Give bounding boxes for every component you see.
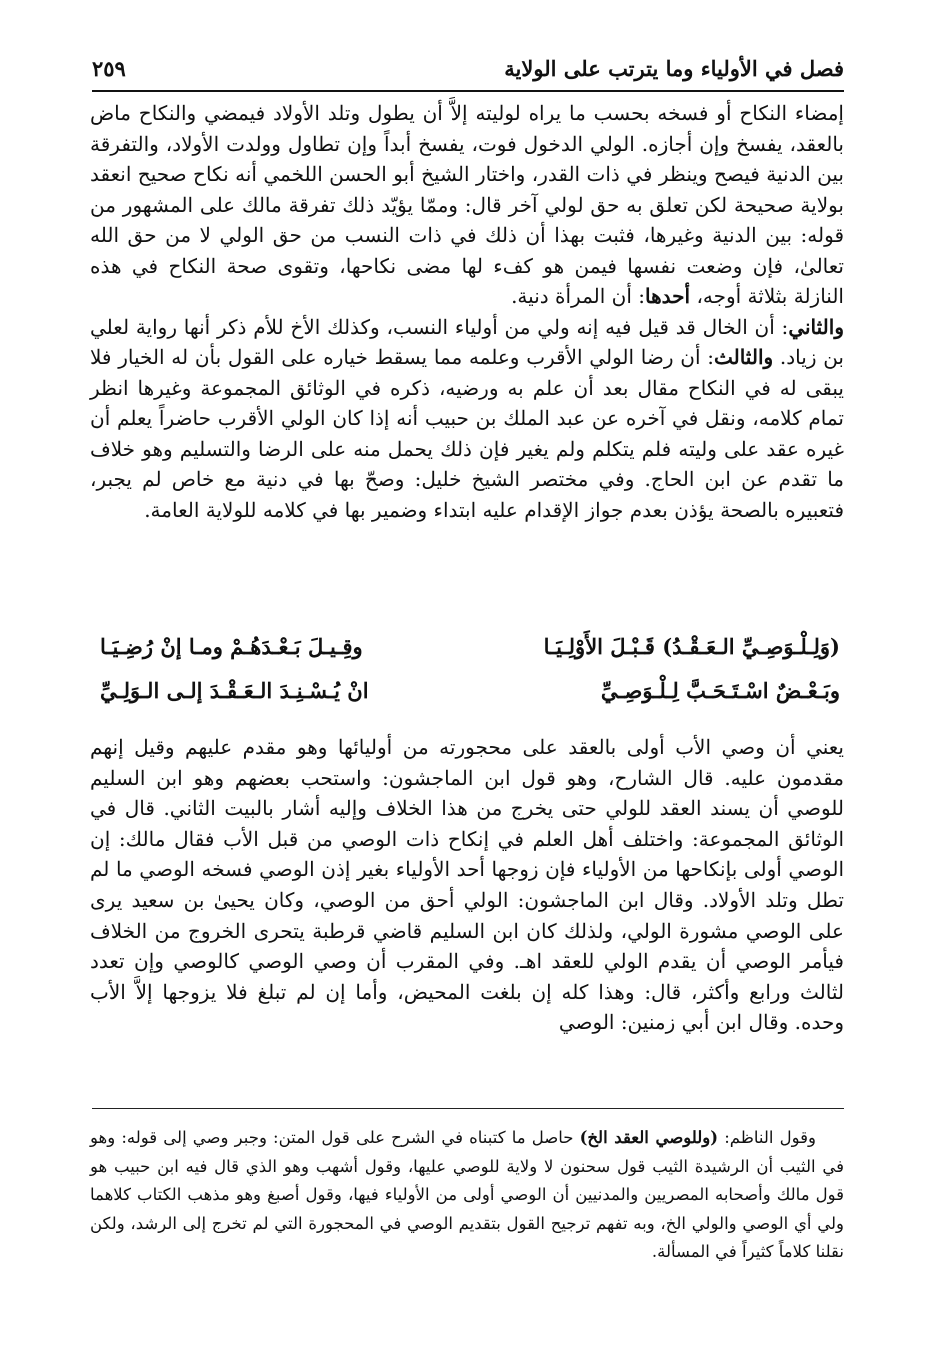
bold-term: والثالث [713,345,774,369]
page-number: ٢٥٩ [92,56,126,81]
verse-second-hemistich: وقِـيـلَ بَـعْـدَهُـمْ ومـا إنْ رُضِـيَـا [100,634,363,659]
paragraph: يعني أن وصي الأب أولى بالعقد على محجورته من أوليائها وهو مقدم عليهم وقيل إنهم مقدمون عليه. قال الشارح، وهو قول ابن الماجشون: واستحب بعضهم وهو ابن السليم للوصي أن يسند العقد للولي حتى يخرج من هذا الخلاف وإليه أشار بالبيت الثاني. قال في الوثائق المجموعة: واختلف أهل العلم في إنكاح ذات الوصي من قبل الأب فقال مالك: إن الوصي أولى بإنكاحها من الأولياء فإن زوجها أحد الأولياء بغير إذن الوصي فسخه الوصي ما لم تطل وتلد الأولاد. وقال ابن الماجشون: الولي أحق من الوصي، وكان يحيىٰ بن سعيد يرى على الوصي مشورة الولي، ولذلك كان ابن السليم قاضي قرطبة يتحرى الخروج من الخلاف فيأمر الوصي أن يقدم الولي للعقد اهـ. وفي المقرب أن وصي الوصي كالوصي وإن تعدد لثالث ورابع وأكثر، قال: وهذا كله إن بلغت المحيض، وأما إن لم تبلغ فلا يزوجها إلاَّ الأب وحده. وقال ابن أبي زمنين: الوصي [90,735,844,1035]
verse-first-hemistich: وبَـعْـضٌ اسْـتَـحَـبَّ لِـلْـوَصِـيِّ [600,678,840,703]
verse-second-hemistich: انْ يُـسْـنِـدَ الـعَـقْـدَ إلـى الـوَلِـيِّ [100,678,369,703]
footnote [90,1124,844,1267]
verse-line [100,674,840,714]
verse-line [100,630,840,670]
footnote-paragraph: وقول الناظم: (وللوصي العقد الخ) حاصل ما كتبناه في الشرح على قول المتن: وجبر وصي إلى قوله: وهو في الثيب أن الرشيدة الثيب قول سحنون لا ولاية للوصي عليها، وقول أشهب وهو الذي قال فيه ابن حبيب هو قول مالك وأصحابه المصريين والمدنيين أن الوصي أولى من الأولياء فيها، وقول أصبغ وهو مذهب الكتاب كلاهما ولي أي الوصي والولي الخ، وبه تفهم ترجيح القول بتقديم الوصي في المحجورة التي لم تخرج إلى الرشد، ولكن نقلنا كلاماً كثيراً في المسألة. [90,1128,844,1261]
main-text [90,98,844,525]
bold-term: (وللوصي العقد الخ) [579,1128,719,1147]
running-header [92,50,844,90]
header-divider [92,90,844,92]
footnote-divider [92,1108,844,1109]
bold-term: أحدها [645,284,691,308]
chapter-title: فصل في الأولياء وما يترتب على الولاية [504,56,844,81]
paragraph: إمضاء النكاح أو فسخه بحسب ما يراه لوليته إلاَّ أن يطول وتلد الأولاد فيمضي والنكاح ماض بالعقد، يفسخ وإن أجازه. الولي الدخول فوت، يفسخ أبداً وإن تطاول وولدت الأولاد، والتفرقة بين الدنية فيصح وينظر في ذات القدر، واختار الشيخ أبو الحسن اللخمي أنه نكاح صحيح انعقد بولاية صحيحة لكن تعلق به حق لولي آخر قال: وممّا يؤيّد ذلك تفرقة مالك على المشهور من قوله: بين الدنية وغيرها، فثبت بهذا أن ذلك في ذات النسب من حق الولي لا من حق الله تعالىٰ، فإن وضعت نفسها فيمن هو كفء لها مضى نكاحها، وتقوى صحة النكاح في هذه النازلة بثلاثة أوجه، أحدها: أن المرأة دنية. [90,101,845,308]
paragraph: والثاني: أن الخال قد قيل فيه إنه ولي من أولياء النسب، وكذلك الأخ للأم ذكر أنها رواية لعلي بن زياد. والثالث: أن رضا الولي الأقرب وعلمه مما يسقط خياره على القول بأن له الخيار فلا يبقى له في النكاح مقال بعد أن علم به ورضيه، ذكره في الوثائق المجموعة وغيرها انظر تمام كلامه، ونقل في آخره عن عبد الملك بن حبيب أنه إذا كان الولي الأقرب حاضراً يعلم أن غيره عقد على وليته فلم يتكلم ولم يغير فإن ذلك يحمل منه على الرضا والتسليم وهو خلاف ما تقدم عن ابن الحاج. وفي مختصر الشيخ خليل: وصحّ بها في دنية مع خاص لم يجبر، فتعبيره بالصحة يؤذن بعدم جواز الإقدام عليه ابتداء وضمير بها في كلامه للولاية العامة. [90,314,844,522]
commentary-text [90,732,844,1038]
verse-first-hemistich: (وَلِـلْـوَصِـيِّ الـعَـقْـدُ) قَـبْـلَ الأَوْلِـيَـا [543,634,840,659]
bold-term: والثاني [788,314,844,339]
